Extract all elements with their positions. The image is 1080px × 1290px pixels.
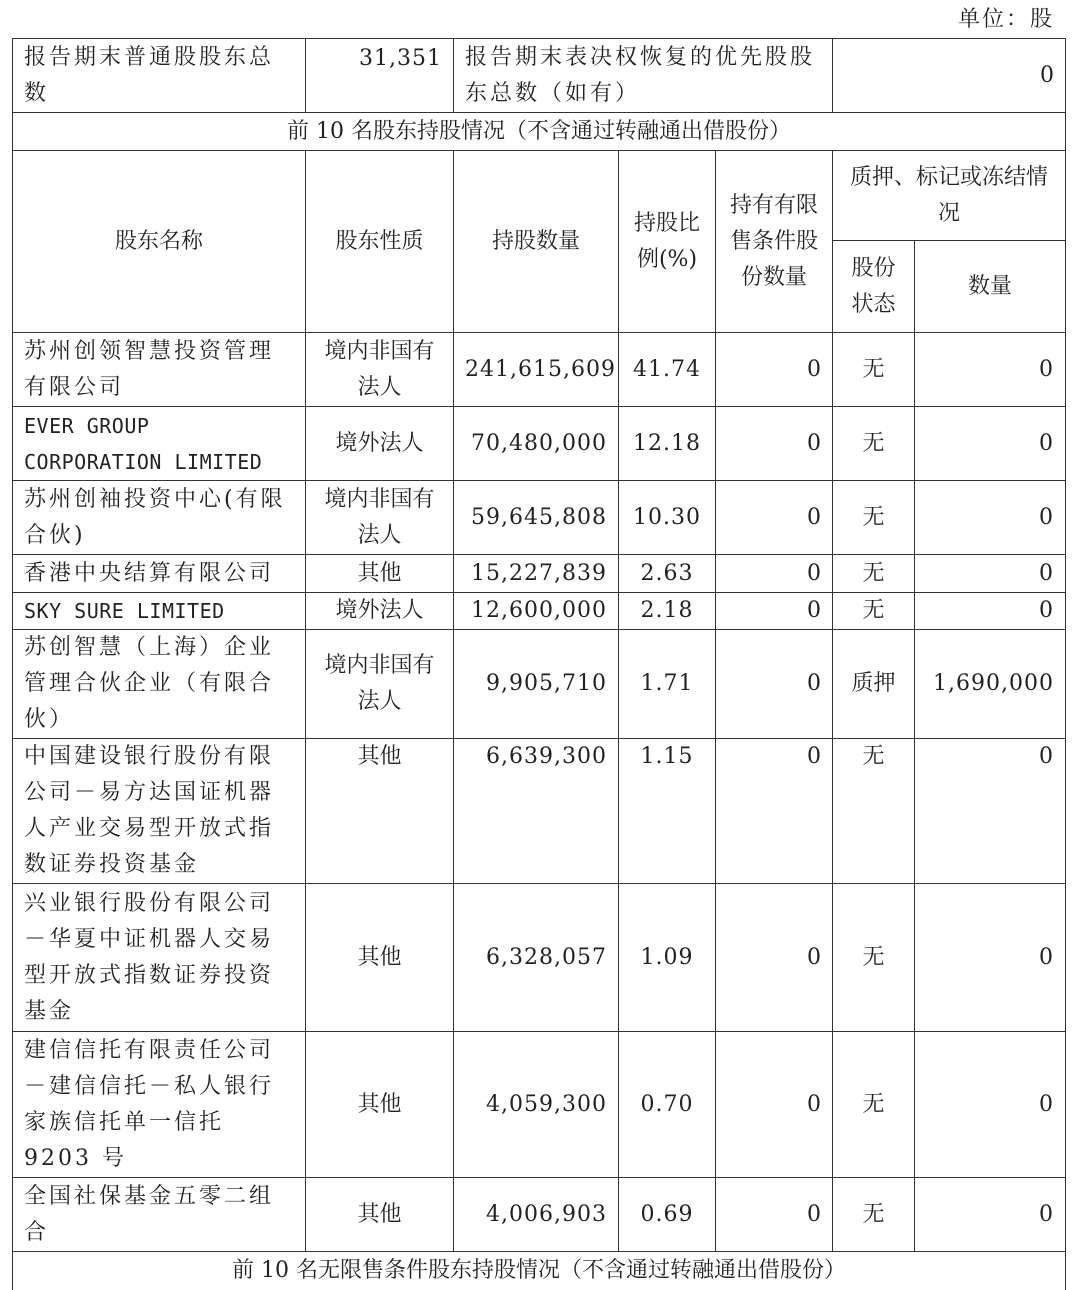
pledge-status: 无 bbox=[833, 739, 915, 884]
bottom-section-title: 前 10 名无限售条件股东持股情况（不含通过转融通出借股份） bbox=[13, 1252, 1066, 1290]
pledge-status: 无 bbox=[833, 481, 915, 555]
pledge-quantity: 1,690,000 bbox=[915, 630, 1066, 739]
table-row bbox=[13, 407, 1066, 481]
shareholder-name: 建信信托有限责任公司－建信信托－私人银行家族信托单一信托 9203 号 bbox=[13, 1032, 306, 1178]
shareholder-name: SKY SURE LIMITED bbox=[13, 593, 306, 630]
header-nature: 股东性质 bbox=[306, 151, 454, 333]
pledge-status: 无 bbox=[833, 593, 915, 630]
table-row bbox=[13, 1032, 1066, 1178]
share-ratio: 2.63 bbox=[619, 555, 716, 593]
shareholder-name: 苏州创袖投资中心(有限合伙) bbox=[13, 481, 306, 555]
share-ratio: 1.71 bbox=[619, 630, 716, 739]
restricted-shares: 0 bbox=[716, 407, 833, 481]
shares-count: 70,480,000 bbox=[454, 407, 619, 481]
pledge-status: 无 bbox=[833, 407, 915, 481]
summary-row bbox=[13, 39, 1066, 113]
share-ratio: 0.70 bbox=[619, 1032, 716, 1178]
bottom-section-title-row bbox=[13, 1252, 1066, 1290]
pledge-quantity: 0 bbox=[915, 1032, 1066, 1178]
pledge-status: 无 bbox=[833, 555, 915, 593]
header-ratio: 持股比例(%) bbox=[619, 151, 716, 333]
pledge-status: 无 bbox=[833, 1032, 915, 1178]
shareholder-name: 香港中央结算有限公司 bbox=[13, 555, 306, 593]
pledge-quantity: 0 bbox=[915, 884, 1066, 1032]
common-holders-value: 31,351 bbox=[306, 39, 454, 113]
share-ratio: 41.74 bbox=[619, 333, 716, 407]
shares-count: 12,600,000 bbox=[454, 593, 619, 630]
table-row bbox=[13, 630, 1066, 739]
shareholder-table bbox=[12, 38, 1066, 1290]
table-row bbox=[13, 884, 1066, 1032]
pledge-quantity: 0 bbox=[915, 333, 1066, 407]
restricted-shares: 0 bbox=[716, 481, 833, 555]
shareholder-nature: 境内非国有法人 bbox=[306, 630, 454, 739]
pledge-status: 无 bbox=[833, 333, 915, 407]
shareholder-nature: 其他 bbox=[306, 884, 454, 1032]
share-ratio: 12.18 bbox=[619, 407, 716, 481]
table-row bbox=[13, 481, 1066, 555]
preferred-holders-value: 0 bbox=[833, 39, 1066, 113]
pledge-quantity: 0 bbox=[915, 739, 1066, 884]
restricted-shares: 0 bbox=[716, 739, 833, 884]
share-ratio: 0.69 bbox=[619, 1178, 716, 1252]
header-name: 股东名称 bbox=[13, 151, 306, 333]
pledge-status: 无 bbox=[833, 1178, 915, 1252]
table-row bbox=[13, 593, 1066, 630]
section-title: 前 10 名股东持股情况（不含通过转融通出借股份） bbox=[13, 113, 1066, 151]
shares-count: 4,006,903 bbox=[454, 1178, 619, 1252]
restricted-shares: 0 bbox=[716, 555, 833, 593]
shareholder-nature: 境内非国有法人 bbox=[306, 333, 454, 407]
restricted-shares: 0 bbox=[716, 1178, 833, 1252]
table-row bbox=[13, 555, 1066, 593]
preferred-holders-label: 报告期末表决权恢复的优先股股东总数（如有） bbox=[454, 39, 833, 113]
shares-count: 4,059,300 bbox=[454, 1032, 619, 1178]
share-ratio: 1.09 bbox=[619, 884, 716, 1032]
pledge-quantity: 0 bbox=[915, 555, 1066, 593]
table-row bbox=[13, 333, 1066, 407]
shares-count: 241,615,609 bbox=[454, 333, 619, 407]
shares-count: 15,227,839 bbox=[454, 555, 619, 593]
pledge-quantity: 0 bbox=[915, 481, 1066, 555]
shareholder-nature: 其他 bbox=[306, 1032, 454, 1178]
share-ratio: 10.30 bbox=[619, 481, 716, 555]
shareholder-nature: 境内非国有法人 bbox=[306, 481, 454, 555]
restricted-shares: 0 bbox=[716, 333, 833, 407]
header-pledge-status: 股份状态 bbox=[833, 241, 915, 333]
restricted-shares: 0 bbox=[716, 593, 833, 630]
shares-count: 6,639,300 bbox=[454, 739, 619, 884]
shares-count: 6,328,057 bbox=[454, 884, 619, 1032]
restricted-shares: 0 bbox=[716, 884, 833, 1032]
restricted-shares: 0 bbox=[716, 630, 833, 739]
header-pledge-qty: 数量 bbox=[915, 241, 1066, 333]
pledge-quantity: 0 bbox=[915, 1178, 1066, 1252]
unit-label: 单位：股 bbox=[958, 2, 1054, 38]
shareholder-name: 全国社保基金五零二组合 bbox=[13, 1178, 306, 1252]
shareholder-name: 苏创智慧（上海）企业管理合伙企业（有限合伙） bbox=[13, 630, 306, 739]
table-row bbox=[13, 739, 1066, 884]
shareholder-nature: 境外法人 bbox=[306, 407, 454, 481]
pledge-quantity: 0 bbox=[915, 593, 1066, 630]
pledge-status: 无 bbox=[833, 884, 915, 1032]
share-ratio: 2.18 bbox=[619, 593, 716, 630]
table-row bbox=[13, 1178, 1066, 1252]
shareholder-name: 苏州创领智慧投资管理有限公司 bbox=[13, 333, 306, 407]
header-shares: 持股数量 bbox=[454, 151, 619, 333]
header-restricted: 持有有限售条件股份数量 bbox=[716, 151, 833, 333]
header-pledge-group: 质押、标记或冻结情况 bbox=[833, 151, 1066, 241]
shareholder-name: EVER GROUP CORPORATION LIMITED bbox=[13, 407, 306, 481]
pledge-quantity: 0 bbox=[915, 407, 1066, 481]
common-holders-label: 报告期末普通股股东总数 bbox=[13, 39, 306, 113]
shareholder-nature: 其他 bbox=[306, 555, 454, 593]
restricted-shares: 0 bbox=[716, 1032, 833, 1178]
section-title-row bbox=[13, 113, 1066, 151]
shareholder-name: 兴业银行股份有限公司－华夏中证机器人交易型开放式指数证券投资基金 bbox=[13, 884, 306, 1032]
shareholder-name: 中国建设银行股份有限公司－易方达国证机器人产业交易型开放式指数证券投资基金 bbox=[13, 739, 306, 884]
shares-count: 59,645,808 bbox=[454, 481, 619, 555]
shares-count: 9,905,710 bbox=[454, 630, 619, 739]
shareholder-nature: 其他 bbox=[306, 739, 454, 884]
shareholder-nature: 境外法人 bbox=[306, 593, 454, 630]
pledge-status: 质押 bbox=[833, 630, 915, 739]
shareholder-nature: 其他 bbox=[306, 1178, 454, 1252]
header-row-1 bbox=[13, 151, 1066, 241]
share-ratio: 1.15 bbox=[619, 739, 716, 884]
